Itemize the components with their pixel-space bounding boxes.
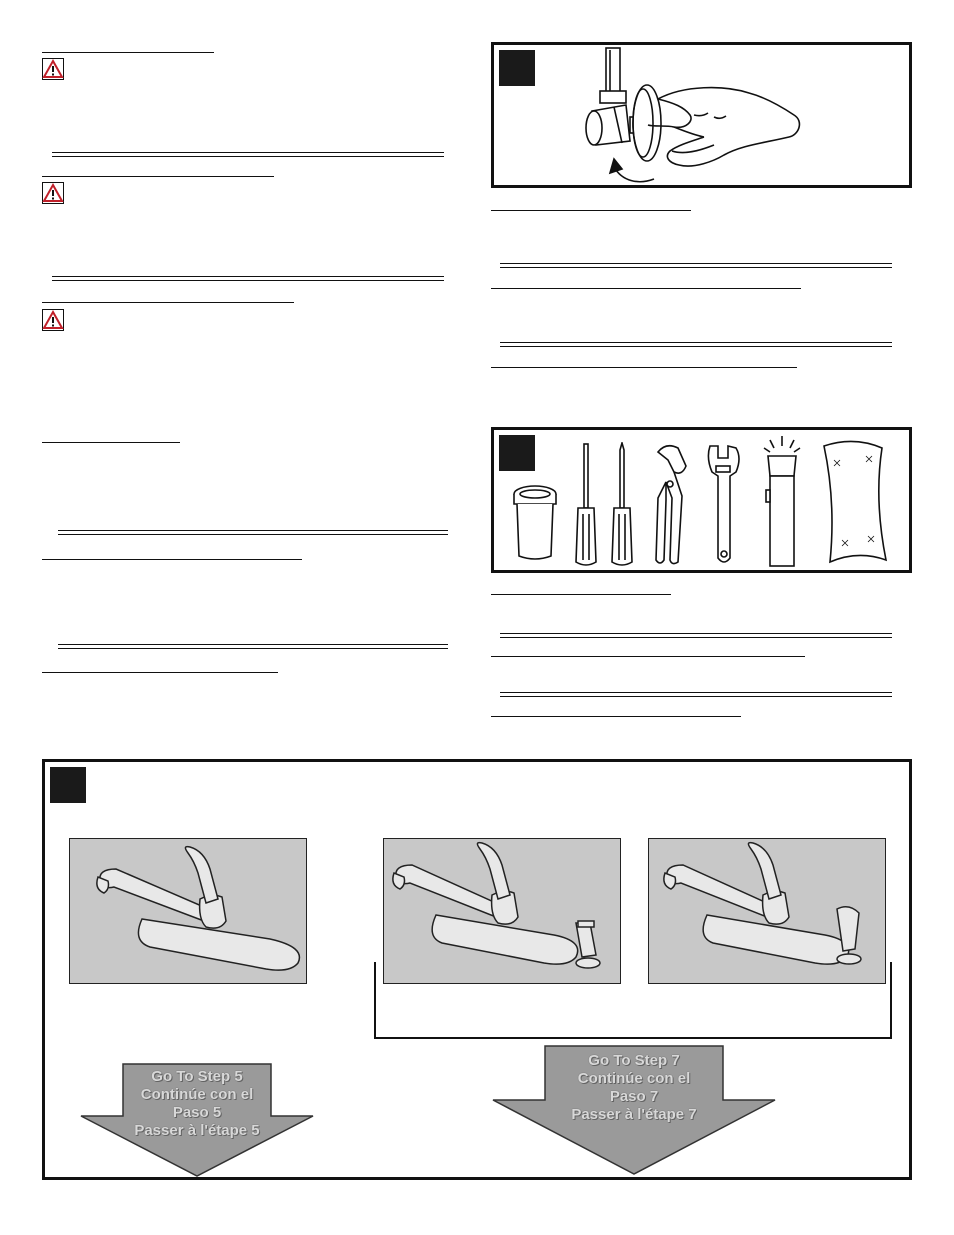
text-line	[491, 716, 741, 717]
arrow-line: Paso 5	[172, 1104, 222, 1121]
text-line	[491, 210, 691, 211]
plumbers-putty-icon	[510, 484, 560, 562]
arrow-line: Go To Step 7	[588, 1052, 680, 1069]
arrow-line: Go To Step 5	[151, 1068, 243, 1085]
phillips-screwdriver-icon	[608, 442, 636, 568]
heading-rule	[58, 644, 448, 649]
step-number-box	[50, 767, 86, 803]
adjustable-wrench-icon	[704, 442, 746, 568]
heading-rule	[500, 263, 892, 268]
text-line	[42, 52, 214, 53]
go-to-step-7-label	[547, 1052, 721, 1124]
faucet-without-spray-photo	[69, 838, 307, 984]
channel-lock-pliers-icon	[652, 442, 692, 568]
heading-rule	[52, 276, 444, 281]
heading-rule	[500, 633, 892, 638]
heading-rule	[500, 342, 892, 347]
warning-icon	[42, 182, 64, 204]
go-to-step-5-label	[115, 1068, 279, 1140]
text-line	[491, 594, 671, 595]
text-line	[42, 442, 180, 443]
text-line	[491, 288, 801, 289]
arrow-line: Continúe con el	[140, 1086, 254, 1103]
text-line	[42, 672, 278, 673]
flat-screwdriver-icon	[572, 442, 600, 568]
text-line	[42, 176, 274, 177]
shutoff-valve-illustration	[574, 45, 874, 185]
warning-icon	[42, 309, 64, 331]
arrow-line: Passer à l'étape 5	[134, 1122, 260, 1139]
text-line	[491, 367, 797, 368]
faucet-illustration	[70, 839, 306, 983]
arrow-line: Passer à l'étape 7	[571, 1106, 697, 1123]
shutoff-valve-panel	[491, 42, 912, 188]
flashlight-icon	[760, 434, 804, 570]
text-line	[42, 302, 294, 303]
arrow-line: Continúe con el	[577, 1070, 691, 1087]
text-line	[42, 559, 302, 560]
text-line	[491, 656, 805, 657]
heading-rule	[58, 530, 448, 535]
step-number-box	[499, 50, 535, 86]
arrow-line: Paso 7	[609, 1088, 659, 1105]
group-bracket	[371, 958, 897, 1044]
towel-icon	[820, 440, 890, 568]
faucet-type-panel	[42, 759, 912, 1180]
warning-icon	[42, 58, 64, 80]
heading-rule	[500, 692, 892, 697]
step-number-box	[499, 435, 535, 471]
heading-rule	[52, 152, 444, 157]
tools-panel	[491, 427, 912, 573]
